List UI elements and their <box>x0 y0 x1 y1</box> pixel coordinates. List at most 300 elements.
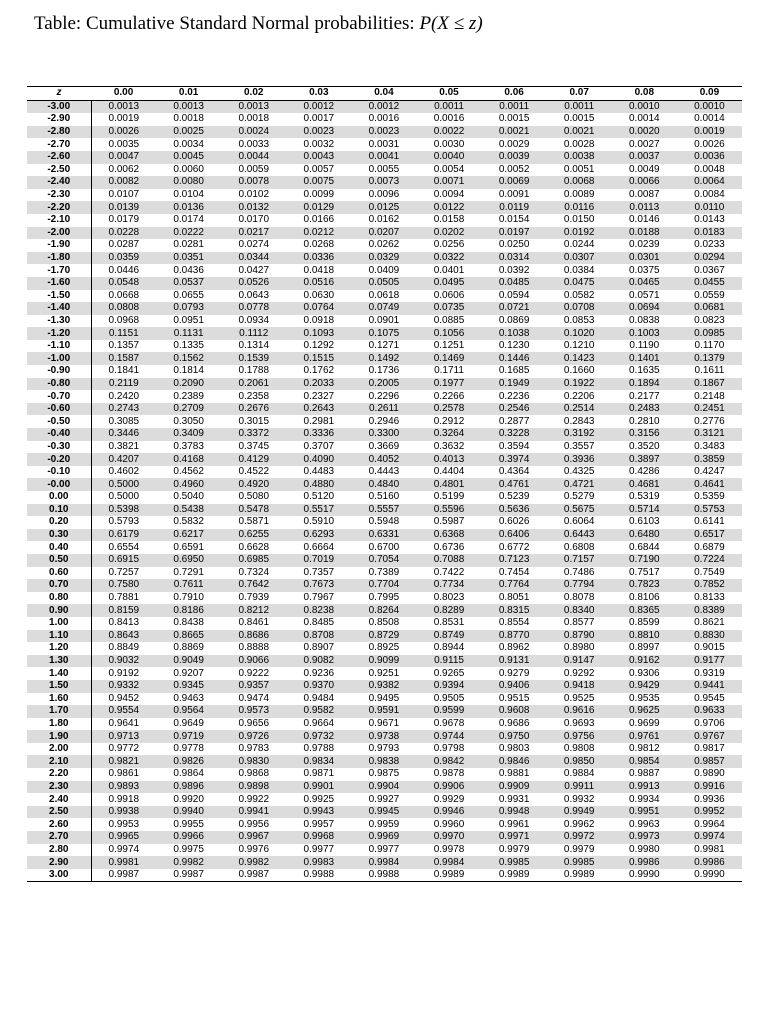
probability-cell: 0.9936 <box>694 793 725 805</box>
probability-cell: 0.9963 <box>629 818 660 830</box>
probability-cell: 0.9616 <box>547 705 612 718</box>
probability-cell: 0.0052 <box>498 163 530 175</box>
probability-cell: 0.0025 <box>156 126 221 139</box>
probability-cell: 0.2810 <box>629 415 660 427</box>
probability-cell: 0.0162 <box>368 214 400 226</box>
probability-cell: 0.0207 <box>351 227 416 240</box>
probability-cell: 0.9678 <box>433 717 465 729</box>
probability-cell: 0.9066 <box>221 655 286 668</box>
probability-cell: 0.9987 <box>221 869 286 882</box>
probability-cell: 0.1539 <box>221 352 286 365</box>
probability-cell: 0.6480 <box>612 529 677 542</box>
probability-cell: 0.5675 <box>547 504 612 517</box>
probability-cell: 0.5871 <box>238 516 270 528</box>
probability-cell: 0.9726 <box>221 730 286 743</box>
probability-cell: 0.9706 <box>694 717 725 729</box>
probability-cell: 0.9890 <box>694 768 725 780</box>
probability-cell: 0.0013 <box>156 100 221 113</box>
probability-cell: 0.6985 <box>221 554 286 567</box>
probability-cell: 0.9985 <box>547 856 612 869</box>
probability-cell: 0.9987 <box>156 869 221 882</box>
probability-cell: 0.9838 <box>351 755 416 768</box>
probability-cell: 0.9986 <box>612 856 677 869</box>
probability-cell: 0.3632 <box>433 440 465 452</box>
probability-cell: 0.0116 <box>547 201 612 214</box>
probability-cell: 0.0013 <box>91 100 156 113</box>
probability-cell: 0.9957 <box>303 818 335 830</box>
probability-cell: 0.6517 <box>677 529 742 542</box>
z-value-cell: 1.20 <box>27 642 91 655</box>
probability-cell: 0.8599 <box>629 617 660 629</box>
probability-cell: 0.6406 <box>482 529 547 542</box>
probability-cell: 0.9941 <box>221 806 286 819</box>
probability-cell: 0.2451 <box>677 403 742 416</box>
probability-cell: 0.9875 <box>368 768 400 780</box>
probability-cell: 0.7389 <box>368 566 400 578</box>
probability-cell: 0.0146 <box>629 214 660 226</box>
probability-cell: 0.1292 <box>303 340 335 352</box>
probability-cell: 0.0089 <box>563 189 595 201</box>
probability-cell: 0.3192 <box>547 428 612 441</box>
probability-cell: 0.0918 <box>303 314 335 326</box>
probability-cell: 0.6255 <box>221 529 286 542</box>
probability-cell: 0.2296 <box>368 390 400 402</box>
probability-cell: 0.9857 <box>677 755 742 768</box>
probability-cell: 0.9429 <box>612 680 677 693</box>
probability-cell: 0.9693 <box>563 717 595 729</box>
probability-cell: 0.0548 <box>91 277 156 290</box>
probability-cell: 0.0170 <box>238 214 270 226</box>
probability-cell: 0.9732 <box>286 730 351 743</box>
probability-cell: 0.9370 <box>286 680 351 693</box>
probability-cell: 0.6443 <box>547 529 612 542</box>
probability-cell: 0.9525 <box>563 692 595 704</box>
probability-cell: 0.0239 <box>629 239 660 251</box>
z-value-cell: -2.10 <box>27 214 91 227</box>
z-value-cell: -1.00 <box>27 352 91 365</box>
probability-cell: 0.0019 <box>677 126 742 139</box>
probability-cell: 0.9948 <box>482 806 547 819</box>
table-row <box>27 680 742 693</box>
probability-cell: 0.5910 <box>303 516 335 528</box>
probability-cell: 0.0885 <box>433 314 465 326</box>
probability-cell: 0.8508 <box>368 617 400 629</box>
probability-cell: 0.0075 <box>286 176 351 189</box>
probability-cell: 0.9989 <box>547 869 612 882</box>
probability-cell: 0.1587 <box>91 352 156 365</box>
probability-cell: 0.0455 <box>677 277 742 290</box>
probability-cell: 0.1562 <box>156 352 221 365</box>
probability-cell: 0.2776 <box>694 415 725 427</box>
probability-cell: 0.5478 <box>221 504 286 517</box>
table-row <box>27 415 742 428</box>
table-row <box>27 831 742 844</box>
probability-cell: 0.5279 <box>563 491 595 503</box>
z-value-cell: 0.40 <box>27 541 91 554</box>
z-value-cell: -2.00 <box>27 227 91 240</box>
probability-cell: 0.4207 <box>91 453 156 466</box>
z-value-cell: 2.30 <box>27 781 91 794</box>
probability-cell: 0.9986 <box>677 856 742 869</box>
probability-cell: 0.0582 <box>563 289 595 301</box>
probability-cell: 0.9821 <box>91 755 156 768</box>
probability-cell: 0.8106 <box>629 592 660 604</box>
probability-cell: 0.0250 <box>498 239 530 251</box>
probability-cell: 0.6103 <box>629 516 660 528</box>
probability-cell: 0.3897 <box>612 453 677 466</box>
probability-cell: 0.1949 <box>482 378 547 391</box>
table-row <box>27 705 742 718</box>
probability-cell: 0.9878 <box>433 768 465 780</box>
z-value-cell: -2.90 <box>27 113 91 126</box>
probability-cell: 0.3707 <box>303 440 335 452</box>
probability-cell: 0.9925 <box>303 793 335 805</box>
z-value-cell: 0.20 <box>27 516 91 529</box>
probability-cell: 0.4364 <box>498 466 530 478</box>
table-row <box>27 378 742 391</box>
probability-cell: 0.9962 <box>563 818 595 830</box>
probability-cell: 0.1841 <box>108 365 140 377</box>
probability-cell: 0.3300 <box>351 428 416 441</box>
probability-cell: 0.9967 <box>221 831 286 844</box>
probability-cell: 0.9345 <box>156 680 221 693</box>
probability-cell: 0.0096 <box>368 189 400 201</box>
probability-cell: 0.9884 <box>563 768 595 780</box>
probability-cell: 0.1867 <box>677 378 742 391</box>
probability-cell: 0.0192 <box>547 227 612 240</box>
probability-cell: 0.0749 <box>351 302 416 315</box>
title-formula: P(X ≤ z) <box>419 13 483 34</box>
probability-cell: 0.6700 <box>368 541 400 553</box>
probability-cell: 0.9952 <box>677 806 742 819</box>
probability-cell: 0.9945 <box>351 806 416 819</box>
probability-cell: 0.1401 <box>612 352 677 365</box>
probability-cell: 0.0526 <box>221 277 286 290</box>
probability-cell: 0.0154 <box>498 214 530 226</box>
probability-cell: 0.9949 <box>547 806 612 819</box>
probability-cell: 0.7357 <box>303 566 335 578</box>
table-row <box>27 856 742 869</box>
probability-cell: 0.4483 <box>303 466 335 478</box>
probability-cell: 0.0102 <box>238 189 270 201</box>
probability-cell: 0.3015 <box>238 415 270 427</box>
z-value-cell: -2.40 <box>27 176 91 189</box>
z-value-cell: 1.10 <box>27 630 91 643</box>
probability-cell: 0.7823 <box>612 579 677 592</box>
table-row <box>27 655 742 668</box>
probability-cell: 0.0011 <box>482 100 547 113</box>
probability-cell: 0.9808 <box>563 743 595 755</box>
probability-cell: 0.3936 <box>547 453 612 466</box>
probability-cell: 0.9854 <box>612 755 677 768</box>
probability-cell: 0.4761 <box>482 478 547 491</box>
probability-cell: 0.8830 <box>677 630 742 643</box>
probability-cell: 0.0023 <box>351 126 416 139</box>
probability-cell: 0.0014 <box>694 113 725 125</box>
probability-cell: 0.9951 <box>612 806 677 819</box>
title-prefix: Table: Cumulative Standard Normal probabilities: <box>34 13 420 34</box>
z-value-cell: 2.10 <box>27 755 91 768</box>
probability-cell: 0.9744 <box>416 730 481 743</box>
probability-cell: 0.2119 <box>91 378 156 391</box>
probability-cell: 0.0107 <box>108 189 140 201</box>
probability-cell: 0.0537 <box>156 277 221 290</box>
table-row <box>27 693 742 706</box>
probability-cell: 0.6293 <box>286 529 351 542</box>
probability-cell: 0.9846 <box>482 755 547 768</box>
probability-cell: 0.6554 <box>108 541 140 553</box>
probability-cell: 0.1093 <box>286 327 351 340</box>
table-row <box>27 252 742 265</box>
probability-cell: 0.9990 <box>677 869 742 882</box>
probability-cell: 0.0166 <box>303 214 335 226</box>
z-value-cell: 2.90 <box>27 856 91 869</box>
probability-cell: 0.9817 <box>694 743 725 755</box>
probability-cell: 0.9970 <box>416 831 481 844</box>
z-value-cell: -1.30 <box>27 315 91 328</box>
probability-cell: 0.9979 <box>498 843 530 855</box>
probability-cell: 0.1075 <box>351 327 416 340</box>
z-value-cell: 0.00 <box>27 491 91 504</box>
probability-cell: 0.8023 <box>433 592 465 604</box>
probability-cell: 0.8708 <box>286 630 351 643</box>
probability-cell: 0.9984 <box>416 856 481 869</box>
probability-cell: 0.8665 <box>156 630 221 643</box>
probability-cell: 0.0055 <box>368 163 400 175</box>
probability-cell: 0.0039 <box>482 151 547 164</box>
probability-cell: 0.0143 <box>694 214 725 226</box>
table-row <box>27 100 742 113</box>
probability-cell: 0.9656 <box>238 717 270 729</box>
probability-cell: 0.0436 <box>173 264 204 276</box>
z-value-cell: -2.60 <box>27 151 91 164</box>
probability-cell: 0.9382 <box>351 680 416 693</box>
probability-cell: 0.9981 <box>694 843 725 855</box>
probability-cell: 0.9972 <box>547 831 612 844</box>
probability-cell: 0.9292 <box>563 667 595 679</box>
probability-cell: 0.9990 <box>612 869 677 882</box>
probability-cell: 0.9953 <box>108 818 140 830</box>
probability-cell: 0.9959 <box>368 818 400 830</box>
probability-cell: 0.4404 <box>433 466 465 478</box>
probability-cell: 0.0020 <box>612 126 677 139</box>
probability-cell: 0.2578 <box>416 403 481 416</box>
probability-cell: 0.9989 <box>416 869 481 882</box>
probability-cell: 0.9599 <box>416 705 481 718</box>
probability-cell: 0.9938 <box>91 806 156 819</box>
probability-cell: 0.9192 <box>108 667 140 679</box>
probability-cell: 0.0028 <box>563 138 595 150</box>
probability-cell: 0.7190 <box>612 554 677 567</box>
probability-cell: 0.0197 <box>482 227 547 240</box>
probability-cell: 0.8186 <box>156 604 221 617</box>
probability-cell: 0.1762 <box>303 365 335 377</box>
column-header: 0.06 <box>482 87 547 101</box>
probability-cell: 0.9946 <box>416 806 481 819</box>
probability-cell: 0.1230 <box>498 340 530 352</box>
z-value-cell: -1.10 <box>27 340 91 353</box>
probability-cell: 0.7422 <box>433 566 465 578</box>
probability-cell: 0.0233 <box>694 239 725 251</box>
probability-cell: 0.0188 <box>612 227 677 240</box>
probability-cell: 0.8264 <box>351 604 416 617</box>
probability-cell: 0.0764 <box>286 302 351 315</box>
probability-cell: 0.1151 <box>91 327 156 340</box>
probability-cell: 0.1251 <box>433 340 465 352</box>
column-header: 0.09 <box>677 87 742 101</box>
probability-cell: 0.6179 <box>91 529 156 542</box>
probability-cell: 0.7704 <box>351 579 416 592</box>
table-row <box>27 592 742 605</box>
probability-cell: 0.9564 <box>156 705 221 718</box>
probability-cell: 0.9965 <box>91 831 156 844</box>
probability-cell: 0.0012 <box>351 100 416 113</box>
probability-cell: 0.9032 <box>91 655 156 668</box>
probability-cell: 0.5438 <box>156 504 221 517</box>
probability-cell: 0.0287 <box>108 239 140 251</box>
probability-cell: 0.0594 <box>498 289 530 301</box>
probability-cell: 0.1170 <box>694 340 725 352</box>
probability-cell: 0.0010 <box>677 100 742 113</box>
table-row <box>27 541 742 554</box>
probability-cell: 0.8133 <box>694 592 725 604</box>
probability-cell: 0.0571 <box>629 289 660 301</box>
probability-cell: 0.6026 <box>498 516 530 528</box>
z-value-cell: 3.00 <box>27 869 91 882</box>
column-header: 0.01 <box>156 87 221 101</box>
probability-cell: 0.0951 <box>173 314 204 326</box>
probability-cell: 0.3594 <box>498 440 530 452</box>
column-header: 0.05 <box>416 87 481 101</box>
probability-cell: 0.9918 <box>108 793 140 805</box>
probability-cell: 0.0427 <box>238 264 270 276</box>
probability-cell: 0.0110 <box>677 201 742 214</box>
probability-cell: 0.0132 <box>221 201 286 214</box>
probability-cell: 0.0073 <box>351 176 416 189</box>
probability-cell: 0.3783 <box>173 440 204 452</box>
probability-cell: 0.9812 <box>629 743 660 755</box>
probability-cell: 0.2981 <box>303 415 335 427</box>
probability-cell: 0.0019 <box>108 113 140 125</box>
probability-cell: 0.6664 <box>303 541 335 553</box>
probability-cell: 0.9906 <box>416 781 481 794</box>
probability-cell: 0.9955 <box>173 818 204 830</box>
probability-cell: 0.5517 <box>286 504 351 517</box>
probability-cell: 0.9162 <box>612 655 677 668</box>
probability-cell: 0.9922 <box>238 793 270 805</box>
probability-cell: 0.8159 <box>91 604 156 617</box>
probability-cell: 0.0838 <box>629 314 660 326</box>
table-row <box>27 567 742 580</box>
probability-cell: 0.9979 <box>563 843 595 855</box>
z-value-cell: 0.50 <box>27 554 91 567</box>
probability-cell: 0.9463 <box>173 692 204 704</box>
probability-cell: 0.9982 <box>156 856 221 869</box>
probability-cell: 0.9901 <box>286 781 351 794</box>
z-value-cell: -3.00 <box>27 100 91 113</box>
table-row <box>27 478 742 491</box>
probability-cell: 0.0023 <box>286 126 351 139</box>
probability-cell: 0.9591 <box>351 705 416 718</box>
probability-cell: 0.0901 <box>368 314 400 326</box>
probability-cell: 0.0035 <box>108 138 140 150</box>
z-value-cell: -2.70 <box>27 138 91 151</box>
probability-cell: 0.5793 <box>108 516 140 528</box>
probability-cell: 0.0721 <box>482 302 547 315</box>
probability-cell: 0.0011 <box>547 100 612 113</box>
table-row <box>27 352 742 365</box>
header-row <box>27 87 742 101</box>
probability-cell: 0.0401 <box>433 264 465 276</box>
probability-cell: 0.9222 <box>238 667 270 679</box>
probability-cell: 0.5120 <box>303 491 335 503</box>
probability-cell: 0.8944 <box>433 642 465 654</box>
probability-cell: 0.7995 <box>368 592 400 604</box>
probability-cell: 0.2090 <box>156 378 221 391</box>
probability-cell: 0.8238 <box>286 604 351 617</box>
probability-cell: 0.9633 <box>677 705 742 718</box>
z-table-body <box>27 100 742 882</box>
probability-cell: 0.6368 <box>416 529 481 542</box>
probability-cell: 0.9988 <box>286 869 351 882</box>
probability-cell: 0.4052 <box>351 453 416 466</box>
probability-cell: 0.8849 <box>108 642 140 654</box>
probability-cell: 0.0367 <box>694 264 725 276</box>
probability-cell: 0.9934 <box>629 793 660 805</box>
probability-cell: 0.0084 <box>694 189 725 201</box>
probability-cell: 0.0021 <box>547 126 612 139</box>
probability-cell: 0.9974 <box>108 843 140 855</box>
probability-cell: 0.9719 <box>156 730 221 743</box>
probability-cell: 0.1379 <box>677 352 742 365</box>
table-row <box>27 768 742 781</box>
probability-cell: 0.2676 <box>221 403 286 416</box>
z-value-cell: -0.60 <box>27 403 91 416</box>
probability-cell: 0.0051 <box>563 163 595 175</box>
probability-cell: 0.4090 <box>286 453 351 466</box>
probability-cell: 0.7794 <box>547 579 612 592</box>
probability-cell: 0.9625 <box>612 705 677 718</box>
table-row <box>27 227 742 240</box>
probability-cell: 0.3821 <box>108 440 140 452</box>
probability-cell: 0.0045 <box>156 151 221 164</box>
probability-cell: 0.9750 <box>482 730 547 743</box>
z-value-cell: 1.90 <box>27 730 91 743</box>
probability-cell: 0.9265 <box>433 667 465 679</box>
probability-cell: 0.3336 <box>286 428 351 441</box>
probability-cell: 0.0029 <box>498 138 530 150</box>
probability-cell: 0.9649 <box>173 717 204 729</box>
probability-cell: 0.8729 <box>351 630 416 643</box>
z-value-cell: -0.00 <box>27 478 91 491</box>
probability-cell: 0.0027 <box>629 138 660 150</box>
probability-cell: 0.8621 <box>694 617 725 629</box>
probability-cell: 0.0329 <box>351 252 416 265</box>
probability-cell: 0.1788 <box>238 365 270 377</box>
table-row <box>27 818 742 831</box>
probability-cell: 0.0099 <box>303 189 335 201</box>
z-value-cell: 2.20 <box>27 768 91 781</box>
probability-cell: 0.0968 <box>108 314 140 326</box>
probability-cell: 0.2005 <box>351 378 416 391</box>
probability-cell: 0.9982 <box>221 856 286 869</box>
probability-cell: 0.9842 <box>416 755 481 768</box>
probability-cell: 0.5199 <box>433 491 465 503</box>
probability-cell: 0.7881 <box>108 592 140 604</box>
probability-cell: 0.9441 <box>677 680 742 693</box>
probability-cell: 0.0015 <box>563 113 595 125</box>
probability-cell: 0.9887 <box>629 768 660 780</box>
